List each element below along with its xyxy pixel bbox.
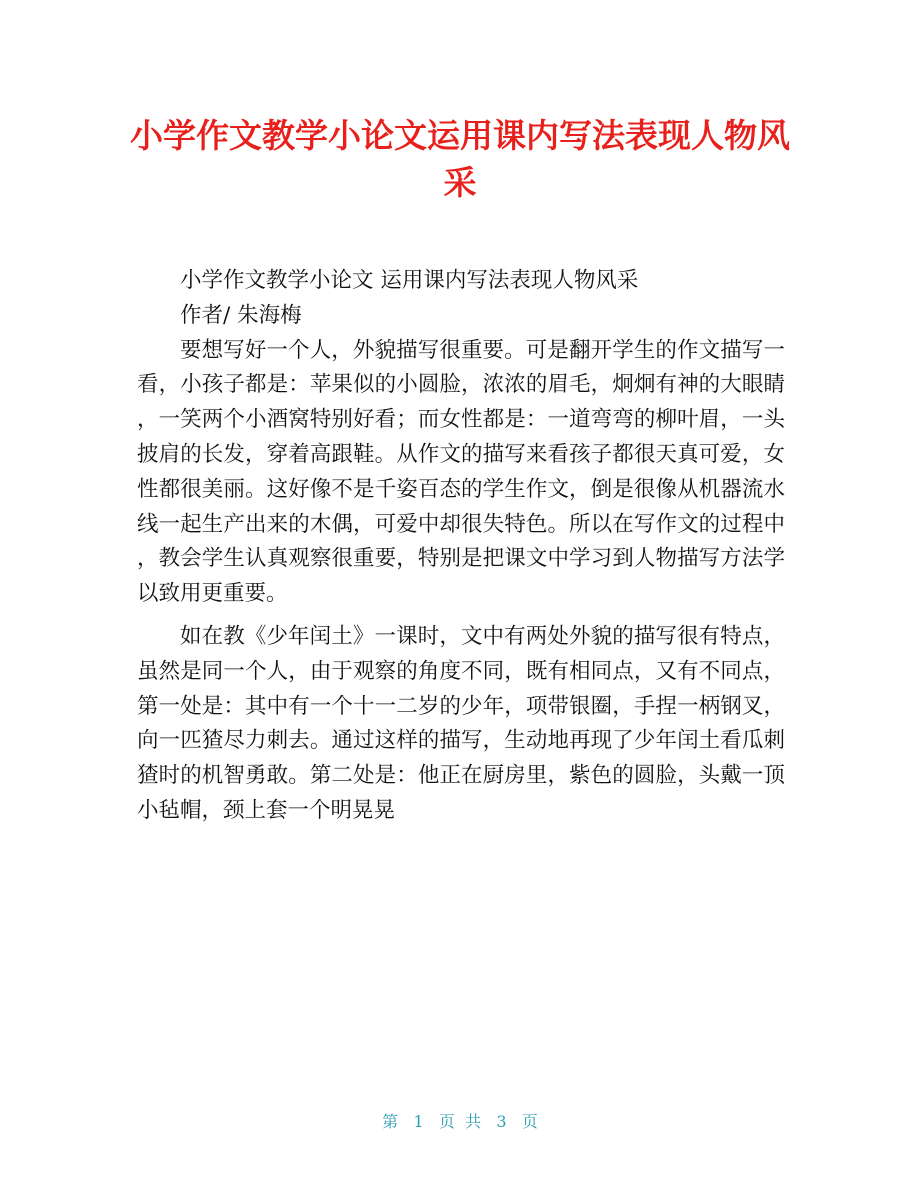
subtitle-line: 小学作文教学小论文 运用课内写法表现人物风采 — [180, 268, 639, 293]
footer-current-page: 1 — [413, 1112, 424, 1131]
document-body — [137, 264, 785, 829]
footer-label-end: 页 — [521, 1112, 538, 1131]
author-line: 作者/ 朱海梅 — [180, 302, 302, 328]
body-paragraph: 要想写好一个人，外貌描写很重要。可是翻开学生的作文描写一看，小孩子都是：苹果似的小圆脸，浓浓的眉毛，炯炯有神的大眼睛，一笑两个小酒窝特别好看；而女性都是：一道弯弯的柳叶眉，一头披肩的长发，穿着高跟鞋。从作文的描写来看孩子都很天真可爱，女性都很美丽。这好像不是千姿百态的学生作文，倒是很像从机器流水线一起生产出来的木偶，可爱中却很失特色。所以在写作文的过程中，教会学生认真观察很重要，特别是把课文中学习到人物描写方法学以致用更重要。 — [137, 337, 785, 607]
footer-total-pages: 3 — [496, 1112, 507, 1131]
page-footer — [0, 1111, 920, 1133]
body-paragraph: 如在教《少年闰土》一课时，文中有两处外貌的描写很有特点，虽然是同一个人，由于观察的角度不同，既有相同点，又有不同点，第一处是：其中有一个十一二岁的少年，项带银圈，手捏一柄钢叉，向一匹猹尽力刺去。通过这样的描写，生动地再现了少年闰土看瓜刺猹时的机智勇敢。第二处是：他正在厨房里，紫色的圆脸，头戴一顶小毡帽，颈上套一个明晃晃 — [137, 623, 785, 823]
footer-label-of: 页 共 — [438, 1112, 482, 1131]
footer-label-page: 第 — [382, 1112, 399, 1131]
document-title: 小学作文教学小论文运用课内写法表现人物风采 — [130, 116, 790, 202]
